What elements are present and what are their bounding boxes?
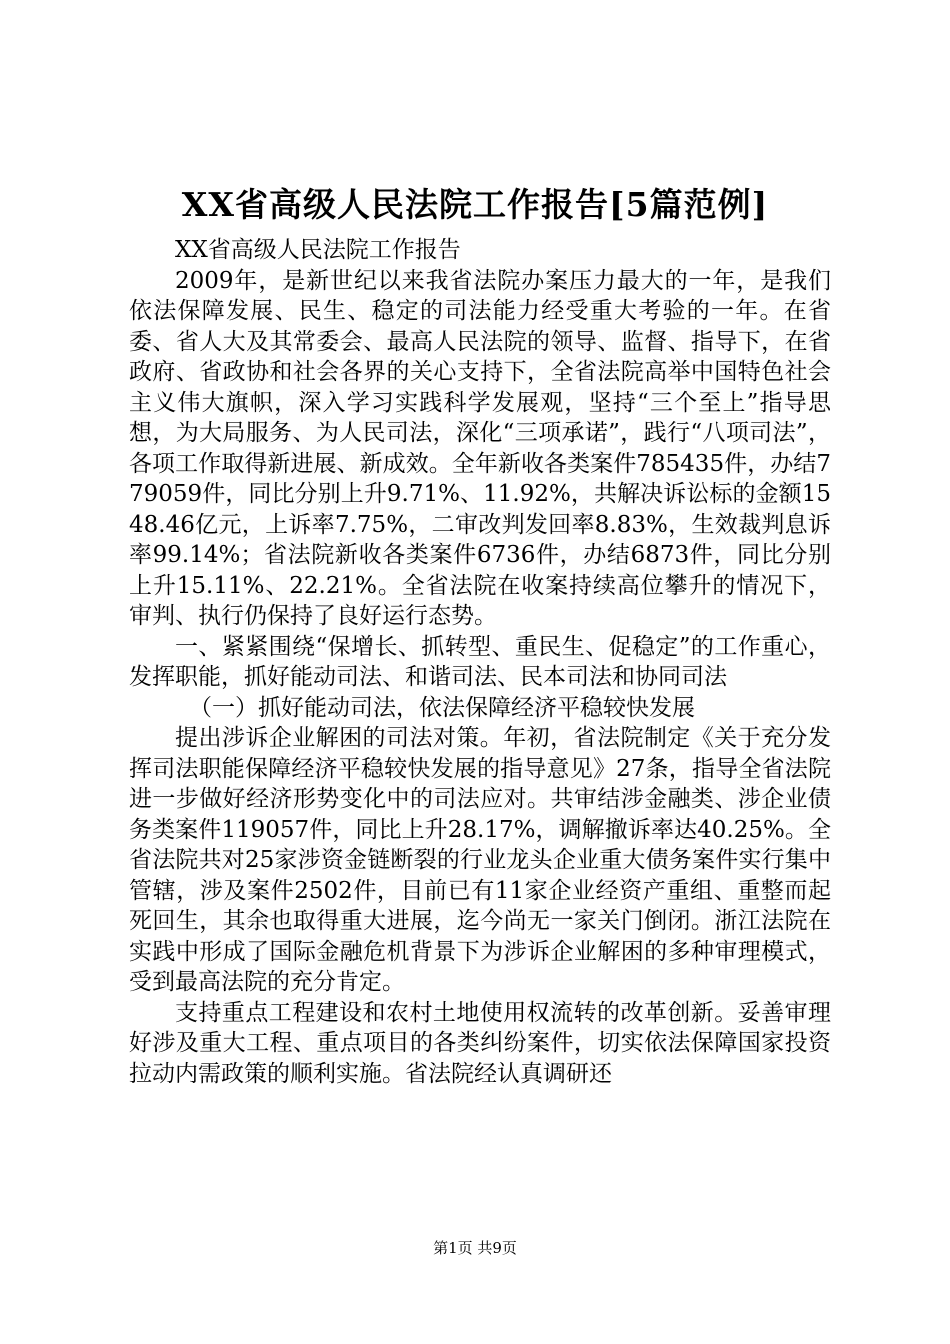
document-body [129, 235, 831, 1089]
page-footer: 第1页 共9页 [433, 1239, 517, 1257]
subsection-heading-1: （一）抓好能动司法，依法保障经济平稳较快发展 [189, 694, 695, 721]
document-subtitle: XX省高级人民法院工作报告 [175, 237, 461, 263]
paragraph-intro: 2009年，是新世纪以来我省法院办案压力最大的一年，是我们依法保障发展、民生、稳定的司法能力经受重大考验的一年。在省委、省人大及其常委会、最高人民法院的领导、监督、指导下，在省政府、省政协和社会各界的关心支持下，全省法院高举中国特色社会主义伟大旗帜，深入学习实践科学发展观，坚持“三个至上”指导思想，为大局服务、为人民司法，深化“三项承诺”，践行“八项司法”，各项工作取得新进展、新成效。全年新收各类案件785435件，办结779059件，同比分别上升9.71%、11.92%，共解决诉讼标的金额1548.46亿元，上诉率7.75%，二审改判发回率8.83%，生效裁判息诉率99.14%；省法院新收各类案件6736件，办结6873件，同比分别上升15.11%、22.21%。全省法院在收案持续高位攀升的情况下，审判、执行仍保持了良好运行态势。 [129, 267, 831, 629]
paragraph-enterprise-relief: 提出涉诉企业解困的司法对策。年初，省法院制定《关于充分发挥司法职能保障经济平稳较快发展的指导意见》27条，指导全省法院进一步做好经济形势变化中的司法应对。共审结涉金融类、涉企业债务类案件119057件，同比上升28.17%，调解撤诉率达40.25%。全省法院共对25家涉资金链断裂的行业龙头企业重大债务案件实行集中管辖，涉及案件2502件，目前已有11家企业经资产重组、重整而起死回生，其余也取得重大进展，迄今尚无一家关门倒闭。浙江法院在实践中形成了国际金融危机背景下为涉诉企业解困的多种审理模式，受到最高法院的充分肯定。 [129, 725, 831, 995]
document-title: XX省高级人民法院工作报告[5篇范例] [181, 185, 769, 224]
section-heading-1: 一、紧紧围绕“保增长、抓转型、重民生、促稳定”的工作重心，发挥职能，抓好能动司法、和谐司法、民本司法和协同司法 [129, 633, 831, 690]
paragraph-key-projects: 支持重点工程建设和农村土地使用权流转的改革创新。妥善审理好涉及重大工程、重点项目的各类纠纷案件，切实依法保障国家投资拉动内需政策的顺利实施。省法院经认真调研还 [129, 999, 831, 1087]
